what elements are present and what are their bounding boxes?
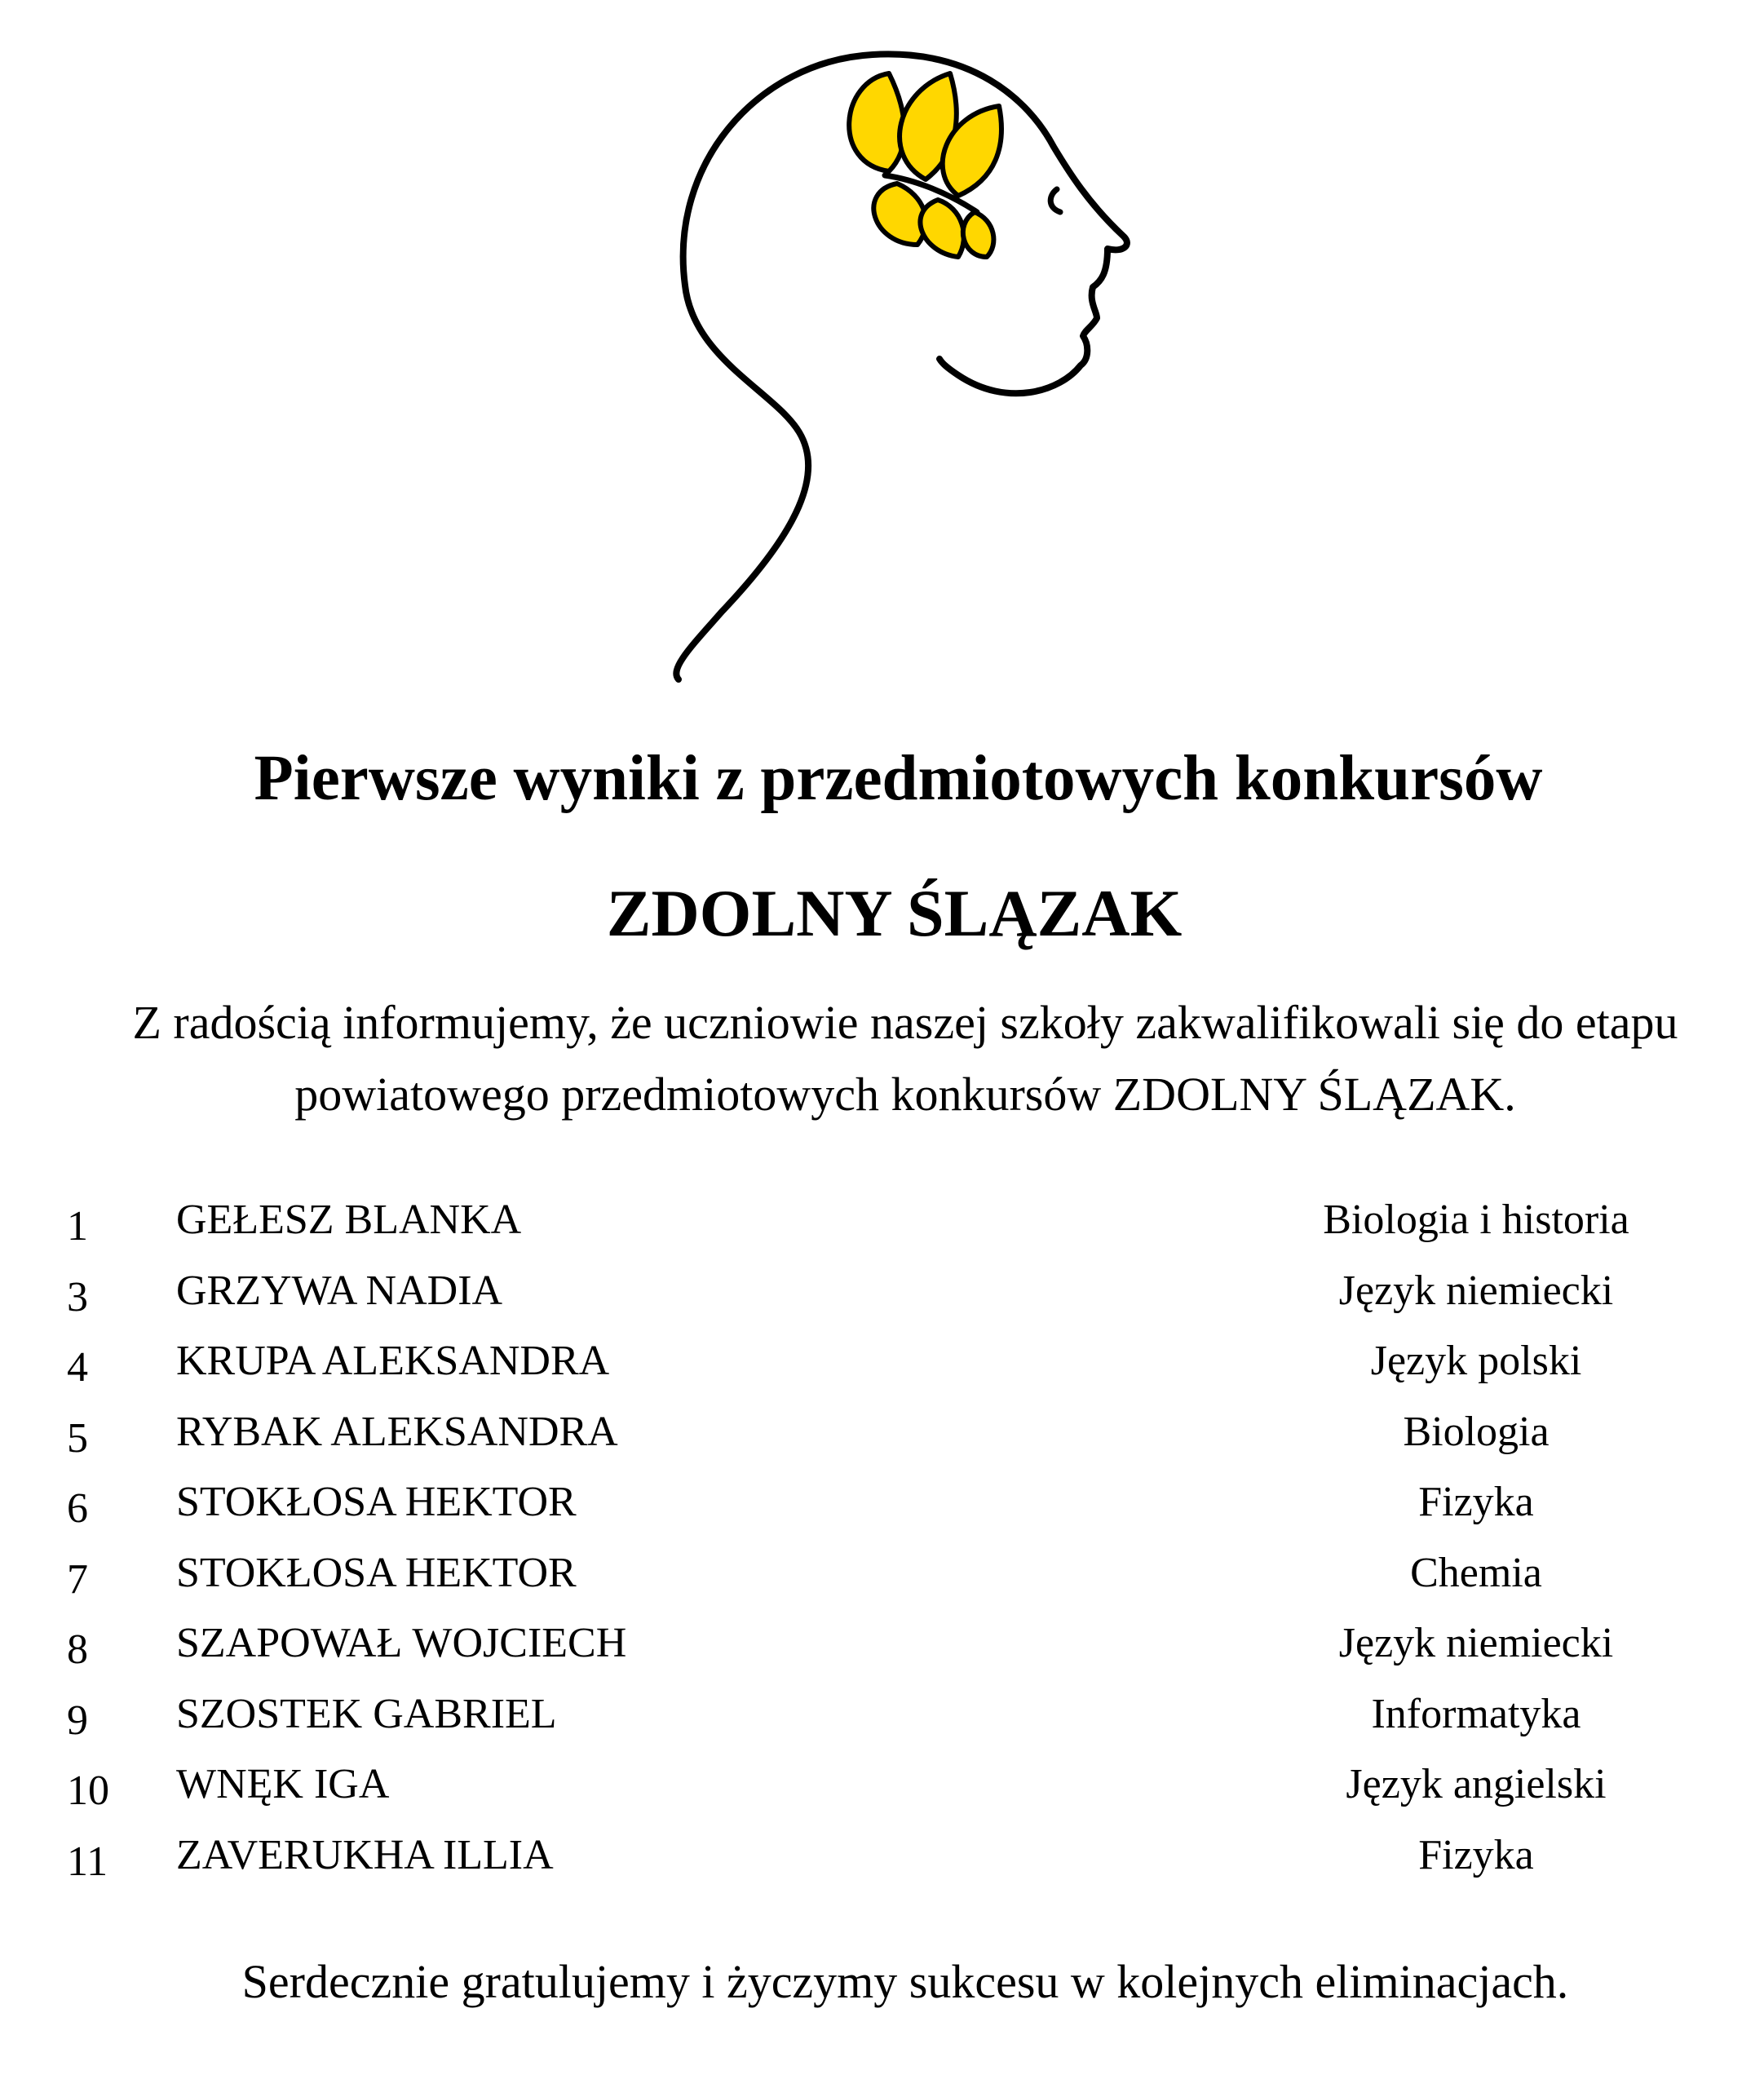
student-name: GRZYWA NADIA	[176, 1267, 503, 1314]
subject: Język angielski	[1346, 1761, 1607, 1807]
student-name: SZOSTEK GABRIEL	[176, 1690, 557, 1737]
list-item	[0, 1610, 1764, 1681]
leaf-6	[963, 212, 994, 257]
laurel-leaves	[849, 73, 1001, 257]
intro-text: Z radością informujemy, że uczniowie naszej szkoły zakwalifikowali się do etapu powiatowego przedmiotowych konkursów ZDOLNY ŚLĄZAK.	[132, 996, 1678, 1121]
student-name: KRUPA ALEKSANDRA	[176, 1338, 610, 1384]
subject: Fizyka	[1418, 1479, 1534, 1525]
item-number: 7	[67, 1555, 88, 1603]
student-name: ZAVERUKHA ILLIA	[176, 1831, 554, 1878]
student-name: WNĘK IGA	[176, 1761, 390, 1807]
item-number: 8	[67, 1626, 88, 1673]
list-item	[0, 1681, 1764, 1752]
student-name: STOKŁOSA HEKTOR	[176, 1479, 577, 1525]
subject: Fizyka	[1418, 1831, 1534, 1878]
list-item	[0, 1399, 1764, 1470]
leaf-5	[920, 200, 963, 257]
page-title: Pierwsze wyniki z przedmiotowych konkursów	[254, 743, 1543, 814]
closing-text: Serdecznie gratulujemy i życzymy sukcesu w kolejnych eliminacjach.	[241, 1955, 1569, 2008]
leaf-1	[849, 73, 904, 171]
head-with-laurel-icon	[636, 49, 1174, 701]
results-list	[0, 1187, 1764, 1892]
list-item	[0, 1751, 1764, 1822]
list-item	[0, 1822, 1764, 1893]
list-item	[0, 1258, 1764, 1329]
leaf-4	[873, 184, 926, 245]
contest-name: ZDOLNY ŚLĄZAK	[606, 876, 1183, 950]
subject: Język polski	[1370, 1338, 1582, 1384]
item-number: 6	[67, 1485, 88, 1532]
student-name: RYBAK ALEKSANDRA	[176, 1408, 618, 1455]
list-item	[0, 1469, 1764, 1540]
item-number: 5	[67, 1414, 88, 1462]
subject: Chemia	[1410, 1549, 1542, 1596]
item-number: 1	[67, 1203, 88, 1250]
eye	[1050, 189, 1060, 212]
student-name: GEŁESZ BLANKA	[176, 1197, 522, 1243]
subject: Język niemiecki	[1338, 1620, 1614, 1666]
item-number: 9	[67, 1696, 88, 1744]
student-name: SZAPOWAŁ WOJCIECH	[176, 1620, 627, 1666]
item-number: 3	[67, 1273, 88, 1320]
item-number: 4	[67, 1344, 88, 1391]
item-number: 10	[67, 1767, 109, 1814]
list-item	[0, 1187, 1764, 1258]
subject: Biologia	[1403, 1408, 1550, 1455]
subject: Język niemiecki	[1338, 1267, 1614, 1314]
list-item	[0, 1328, 1764, 1399]
student-name: STOKŁOSA HEKTOR	[176, 1549, 577, 1596]
subject: Informatyka	[1371, 1690, 1581, 1737]
subject: Biologia i historia	[1323, 1197, 1629, 1243]
item-number: 11	[67, 1838, 108, 1885]
list-item	[0, 1540, 1764, 1611]
